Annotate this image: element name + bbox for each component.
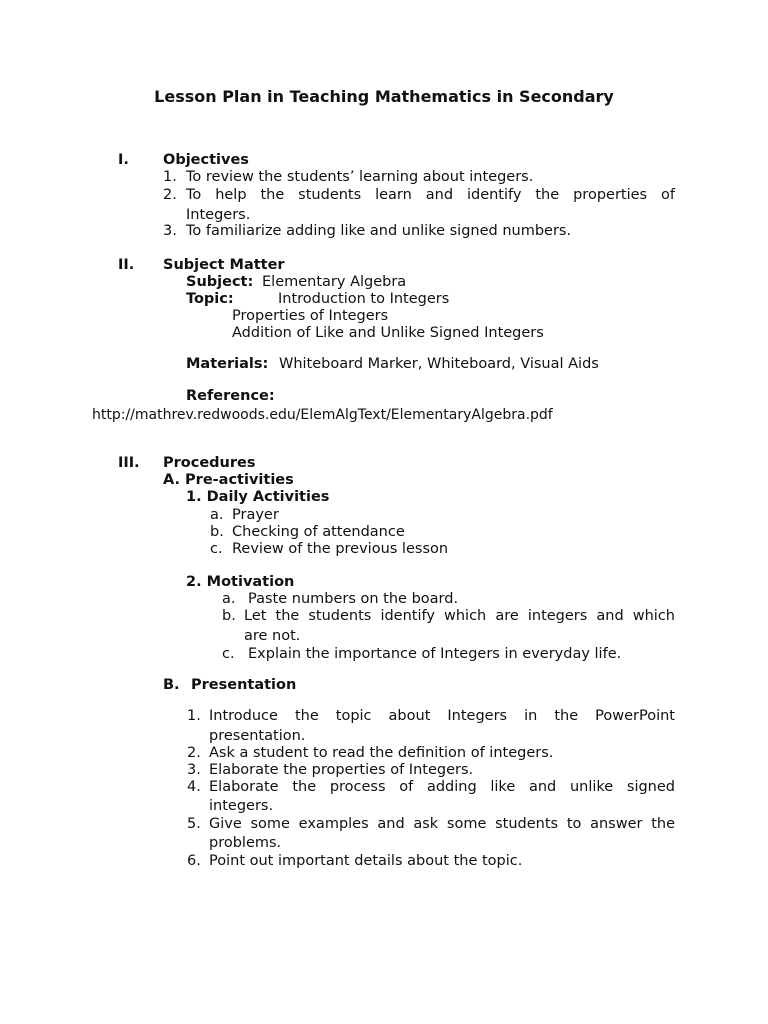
objective-text-continued: Integers. xyxy=(186,207,251,223)
presentation-item-text: Give some examples and ask some students to answer the xyxy=(209,816,675,832)
objective-text: To help the students learn and identify the properties of xyxy=(186,187,675,203)
presentation-item-number: 5. xyxy=(187,816,201,832)
section-heading-subject-matter: Subject Matter xyxy=(163,257,285,273)
materials-label: Materials: xyxy=(186,356,269,372)
presentation-item-text: Ask a student to read the definition of integers. xyxy=(209,745,554,761)
presentation-item-text-continued: problems. xyxy=(209,835,282,851)
presentation-item-number: 3. xyxy=(187,762,201,778)
subject-value: Elementary Algebra xyxy=(262,274,407,290)
reference-label: Reference: xyxy=(186,388,275,404)
daily-item-text: Prayer xyxy=(232,507,279,523)
daily-item-letter: c. xyxy=(210,541,223,557)
presentation-item-text-continued: integers. xyxy=(209,798,274,814)
reference-url[interactable]: http://mathrev.redwoods.edu/ElemAlgText/ElementaryAlgebra.pdf xyxy=(92,407,553,423)
materials-value: Whiteboard Marker, Whiteboard, Visual Aids xyxy=(279,356,599,372)
objective-text: To familiarize adding like and unlike signed numbers. xyxy=(186,223,572,239)
topic-item: Introduction to Integers xyxy=(278,291,450,307)
presentation-letter: B. xyxy=(163,677,180,693)
presentation-item-text: Elaborate the process of adding like and unlike signed xyxy=(209,779,675,795)
presentation-item-text: Introduce the topic about Integers in the PowerPoint xyxy=(209,708,675,724)
motivation-heading: 2. Motivation xyxy=(186,574,295,590)
motivation-item-letter: b. xyxy=(222,608,236,624)
pre-activities-heading: A. Pre-activities xyxy=(163,472,294,488)
objective-number: 2. xyxy=(163,187,177,203)
presentation-item-number: 6. xyxy=(187,853,201,869)
daily-activities-heading: 1. Daily Activities xyxy=(186,489,330,505)
presentation-item-text-continued: presentation. xyxy=(209,728,306,744)
topic-label: Topic: xyxy=(186,291,234,307)
presentation-item-number: 4. xyxy=(187,779,201,795)
motivation-item-letter: a. xyxy=(222,591,236,607)
section-numeral-subject-matter: II. xyxy=(118,257,135,273)
presentation-heading: Presentation xyxy=(191,677,297,693)
subject-label: Subject: xyxy=(186,274,254,290)
motivation-item-text: Let the students identify which are integers and which xyxy=(244,608,675,624)
presentation-item-number: 1. xyxy=(187,708,201,724)
objective-number: 3. xyxy=(163,223,177,239)
motivation-item-text: Explain the importance of Integers in everyday life. xyxy=(248,646,622,662)
topic-item: Addition of Like and Unlike Signed Integers xyxy=(232,325,544,341)
objective-text: To review the students’ learning about integers. xyxy=(186,169,534,185)
topic-item: Properties of Integers xyxy=(232,308,389,324)
daily-item-letter: a. xyxy=(210,507,224,523)
section-numeral-procedures: III. xyxy=(118,455,140,471)
presentation-item-number: 2. xyxy=(187,745,201,761)
section-heading-procedures: Procedures xyxy=(163,455,256,471)
daily-item-text: Checking of attendance xyxy=(232,524,405,540)
motivation-item-text: Paste numbers on the board. xyxy=(248,591,459,607)
daily-item-text: Review of the previous lesson xyxy=(232,541,449,557)
section-numeral-objectives: I. xyxy=(118,152,129,168)
motivation-item-letter: c. xyxy=(222,646,235,662)
presentation-item-text: Point out important details about the topic. xyxy=(209,853,523,869)
objective-number: 1. xyxy=(163,169,177,185)
daily-item-letter: b. xyxy=(210,524,224,540)
presentation-item-text: Elaborate the properties of Integers. xyxy=(209,762,474,778)
document-title: Lesson Plan in Teaching Mathematics in Secondary xyxy=(154,87,614,106)
motivation-item-text-continued: are not. xyxy=(244,628,301,644)
section-heading-objectives: Objectives xyxy=(163,152,249,168)
